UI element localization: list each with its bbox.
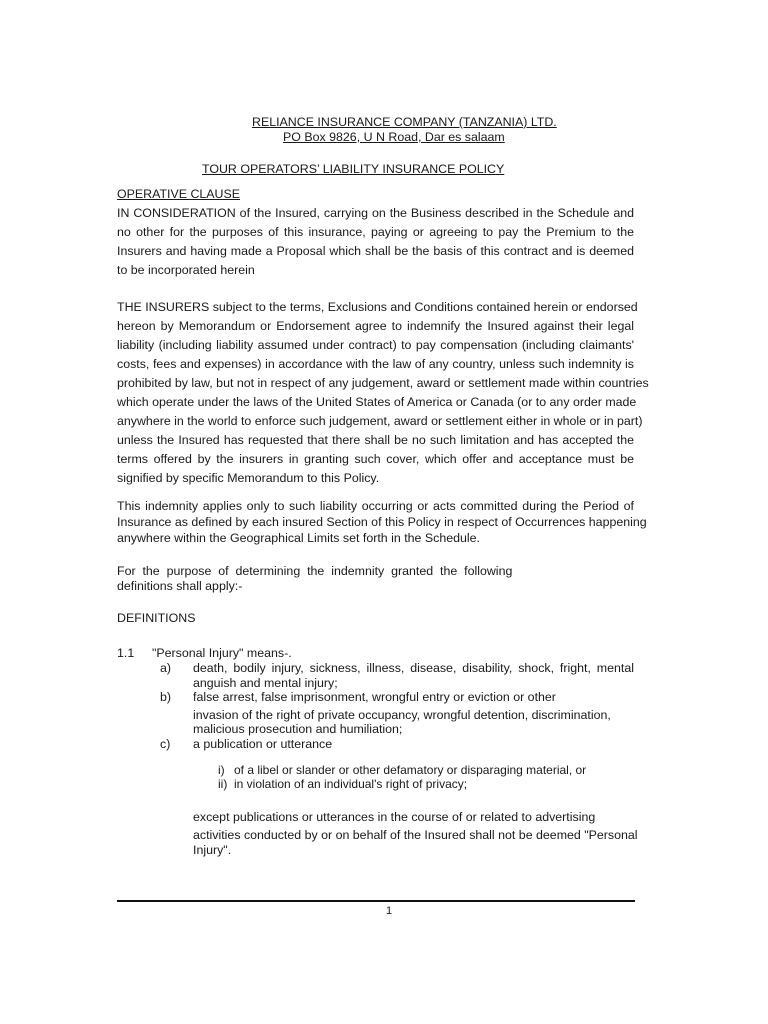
paragraph-line: prohibited by law, but not in respect of any judgement, award or settlement made within countries: [117, 376, 649, 390]
paragraph-line: no other for the purposes of this insurance, paying or agreeing to pay the Premium to the: [117, 225, 634, 239]
paragraph-line: which operate under the laws of the United States of America or Canada (or to any order made: [117, 395, 637, 409]
footer-rule: [117, 900, 635, 902]
item-a-label: a): [160, 661, 172, 675]
paragraph-line: costs, fees and expenses) in accordance with the law of any country, unless such indemnity is: [117, 357, 634, 371]
paragraph-line: terms offered by the insurers in granting such cover, which offer and acceptance must be: [117, 452, 634, 466]
page-number: 1: [386, 905, 393, 917]
paragraph-line: THE INSURERS subject to the terms, Exclusions and Conditions contained herein or endorsed: [117, 300, 638, 314]
policy-title: TOUR OPERATORS’ LIABILITY INSURANCE POLICY: [202, 162, 505, 176]
paragraph-line: signified by specific Memorandum to this Policy.: [117, 471, 380, 485]
sub-item-text: in violation of an individual's right of privacy;: [234, 777, 468, 791]
item-line: false arrest, false imprisonment, wrongful entry or eviction or other: [193, 690, 556, 704]
operative-clause-heading: OPERATIVE CLAUSE: [117, 187, 241, 201]
paragraph-line: This indemnity applies only to such liability occurring or acts committed during the Period of: [117, 499, 634, 513]
paragraph-line: Insurers and having made a Proposal which shall be the basis of this contract and is deemed: [117, 244, 634, 258]
sub-item-label: i): [218, 763, 225, 777]
definition-title: "Personal Injury" means-.: [152, 646, 292, 660]
except-line: Injury".: [193, 843, 232, 857]
item-line: anguish and mental injury;: [193, 676, 338, 690]
operative-clause-paragraph: [117, 206, 634, 282]
paragraph-line: unless the Insured has requested that there shall be no such limitation and has accepted the: [117, 433, 634, 447]
purpose-line: definitions shall apply:-: [117, 579, 243, 593]
paragraph-line: IN CONSIDERATION of the Insured, carrying on the Business described in the Schedule and: [117, 206, 634, 220]
insurers-paragraph: [117, 300, 649, 490]
company-address: PO Box 9826, U N Road, Dar es salaam: [283, 130, 505, 144]
paragraph-line: anywhere in the world to enforce such judgement, award or settlement either in whole or in part): [117, 414, 643, 428]
item-line: invasion of the right of private occupancy, wrongful detention, discrimination,: [193, 708, 611, 722]
except-line: except publications or utterances in the course of or related to advertising: [193, 810, 596, 824]
paragraph-line: Insurance as defined by each insured Section of this Policy in respect of Occurrences happening: [117, 515, 647, 529]
item-line: death, bodily injury, sickness, illness, disease, disability, shock, fright, mental: [193, 661, 634, 675]
item-b-label: b): [160, 690, 172, 704]
purpose-line: For the purpose of determining the indemnity granted the following: [117, 564, 513, 578]
company-name: RELIANCE INSURANCE COMPANY (TANZANIA) LTD.: [252, 115, 557, 129]
indemnity-paragraph: [117, 499, 647, 547]
sub-item-text: of a libel or slander or other defamatory or disparaging material, or: [234, 763, 587, 777]
except-text: [193, 828, 638, 843]
sub-item-label: ii): [218, 777, 228, 791]
definitions-heading: DEFINITIONS: [117, 611, 196, 625]
paragraph-line: anywhere within the Geographical Limits set forth in the Schedule.: [117, 531, 480, 545]
item-line: a publication or utterance: [193, 737, 333, 751]
definition-number: 1.1: [117, 646, 135, 660]
item-line: malicious prosecution and humiliation;: [193, 722, 403, 736]
except-line: activities conducted by or on behalf of the Insured shall not be deemed "Personal: [193, 828, 638, 842]
item-c-label: c): [160, 737, 171, 751]
paragraph-line: to be incorporated herein: [117, 263, 255, 277]
item-a-text: [193, 661, 634, 691]
paragraph-line: liability (including liability assumed under contract) to pay compensation (including claimants': [117, 338, 634, 352]
paragraph-line: hereon by Memorandum or Endorsement agree to indemnify the Insured against their legal: [117, 319, 634, 333]
